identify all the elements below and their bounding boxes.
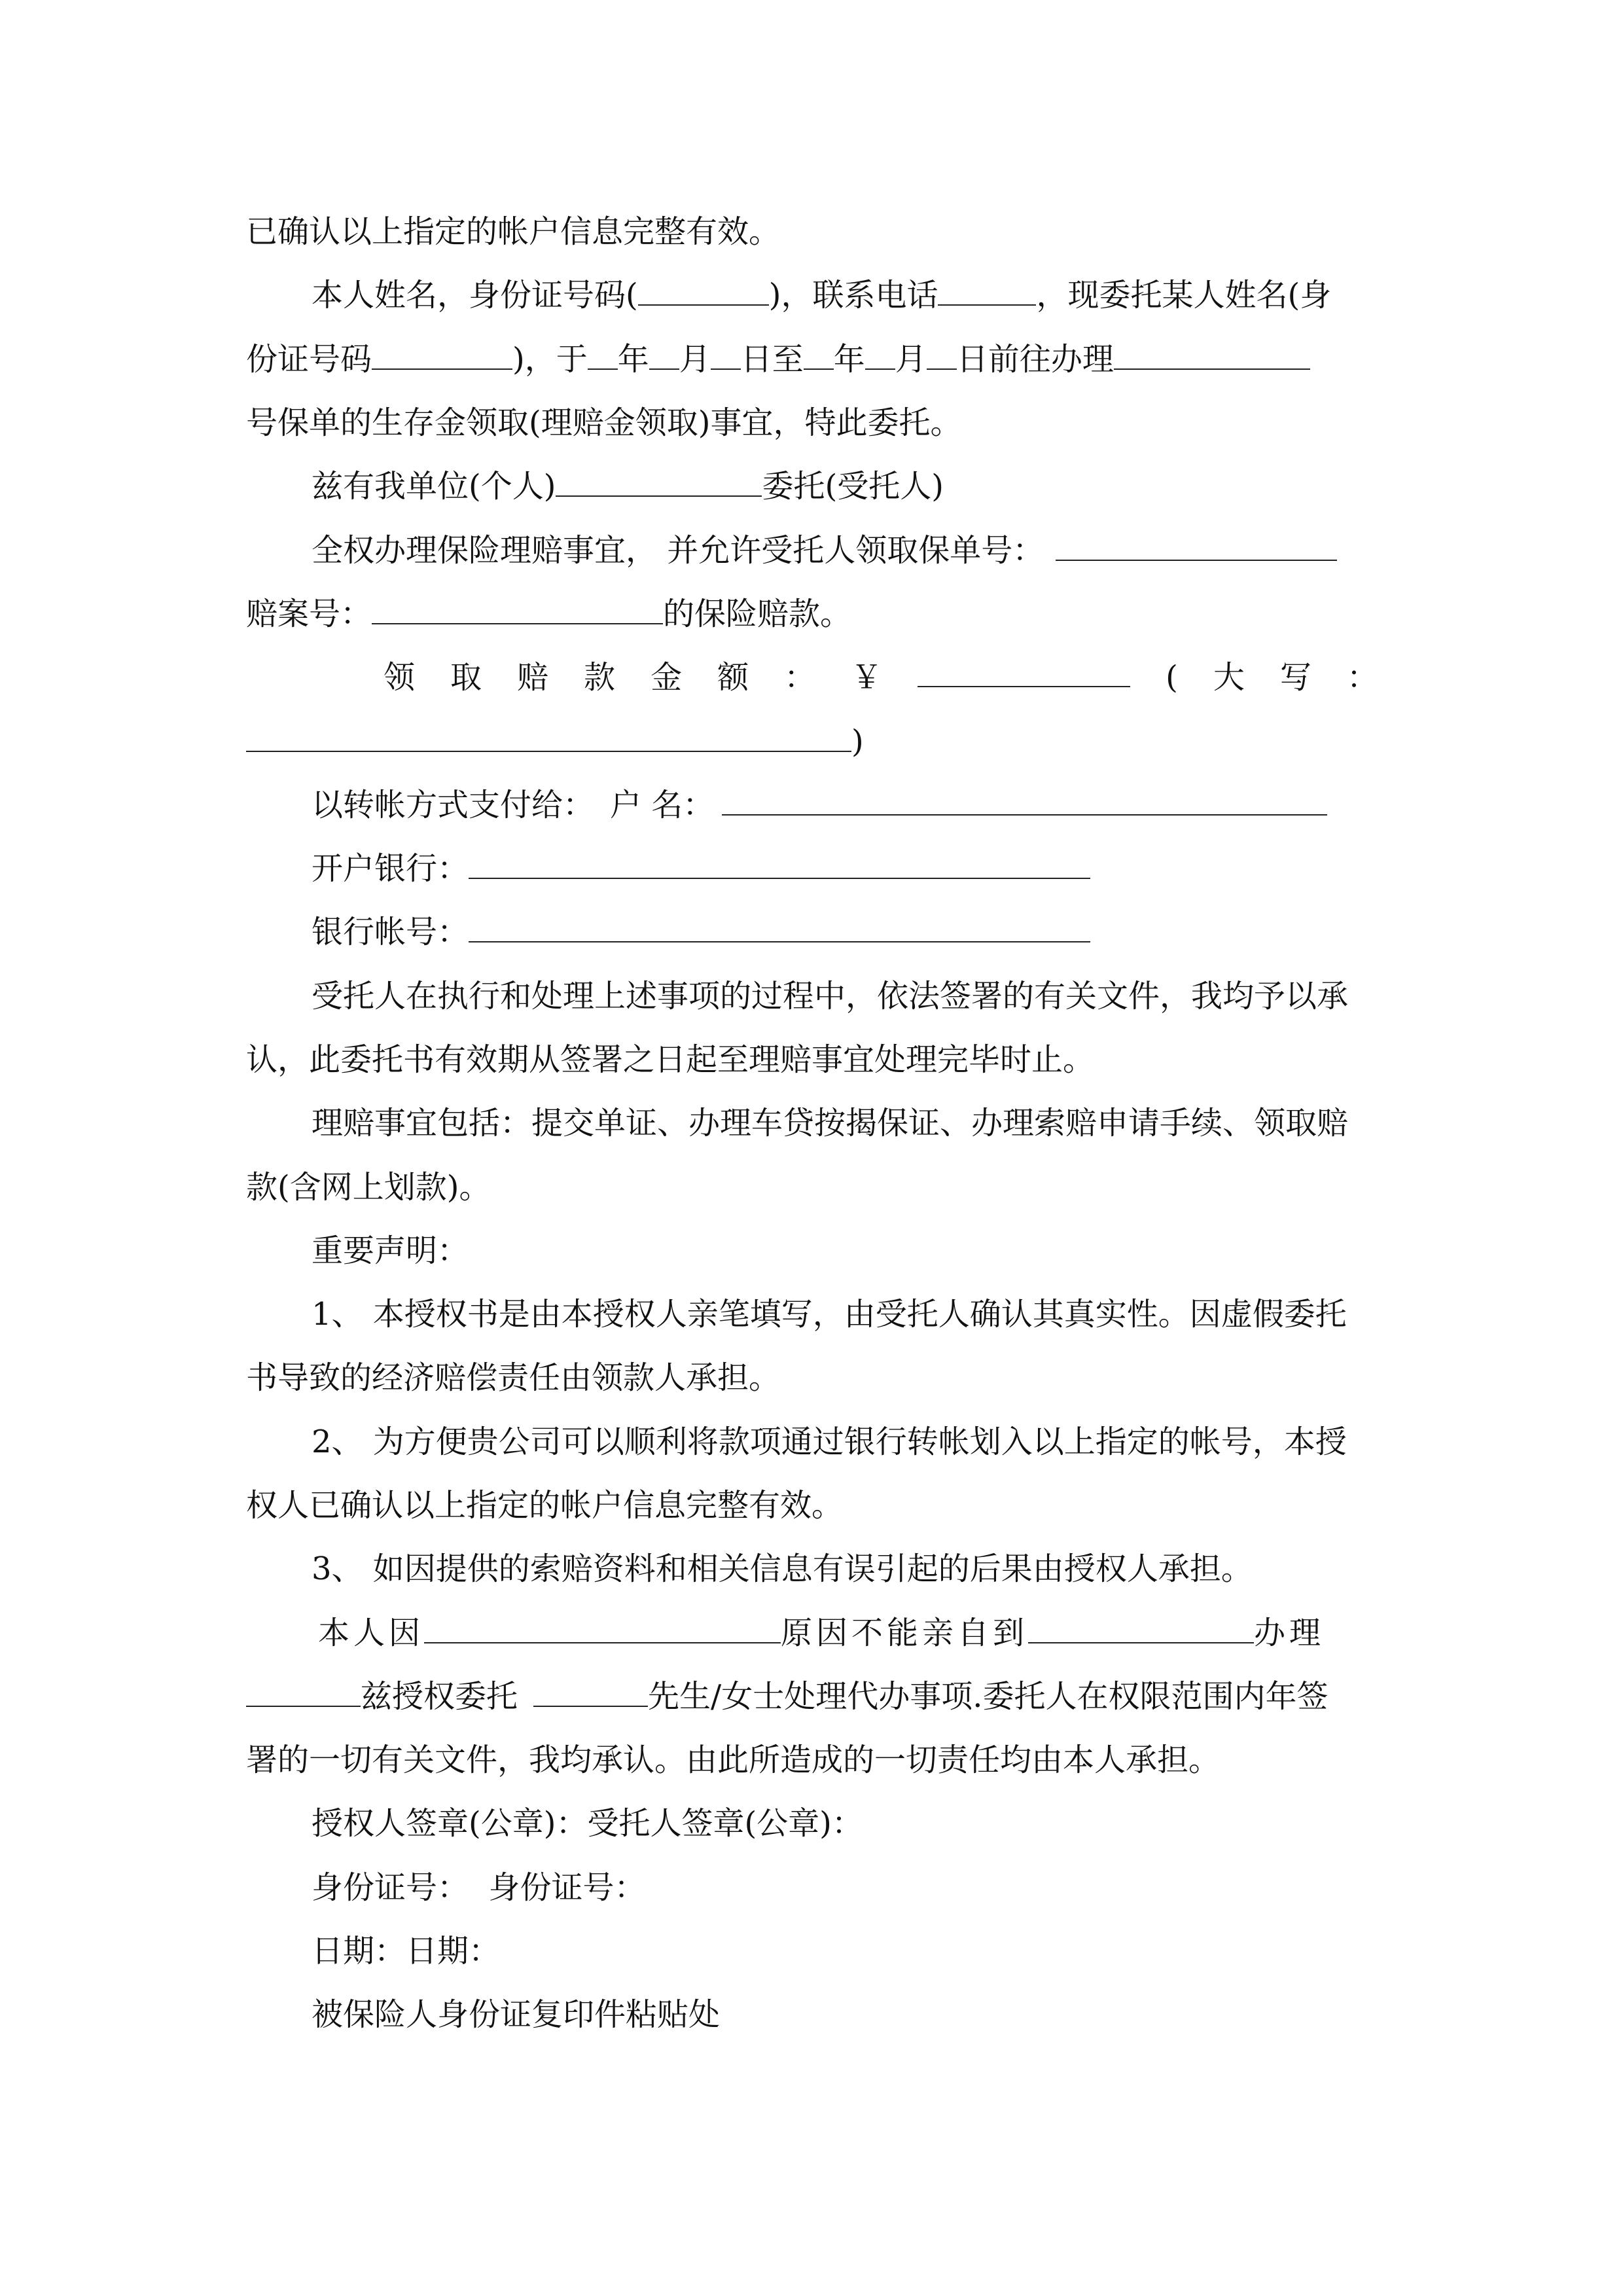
text: 金	[651, 659, 683, 696]
para-body-2	[246, 1028, 1378, 1092]
para-body-3	[312, 1091, 1378, 1155]
text: 权人已确认以上指定的帐户信息完整有效。	[246, 1487, 844, 1524]
text: 号保单的生存金领取(理赔金领取)事宜，特此委托。	[246, 404, 962, 441]
text: 的保险赔款。	[663, 596, 852, 632]
para-identity-3	[246, 391, 1378, 455]
text: 全权办理保险理赔事宜， 并允许受托人领取保单号：	[312, 532, 1044, 569]
statement-1a	[312, 1282, 1378, 1346]
text: 款	[584, 659, 616, 696]
case-number-blank[interactable]	[372, 583, 663, 624]
para-body-1	[312, 964, 1378, 1028]
text: 被保险人身份证复印件粘贴处	[312, 1996, 721, 2033]
text: 额	[717, 659, 749, 696]
para-body-4	[246, 1155, 1378, 1219]
para-authorize-1	[318, 1601, 1385, 1665]
phone-blank[interactable]	[938, 264, 1036, 306]
text: 取	[450, 659, 482, 696]
text: ￥	[851, 659, 883, 696]
id-number-line	[312, 1856, 1378, 1920]
date-line	[312, 1919, 1378, 1983]
text: ，现委托某人姓名(身	[1036, 277, 1332, 314]
text: 授权人签章(公章)：受托人签章(公章)：	[312, 1805, 863, 1842]
text: ：	[1346, 659, 1378, 696]
text: (	[1166, 659, 1178, 696]
signature-line	[312, 1791, 1378, 1856]
text: )，联系电话	[768, 277, 938, 314]
text: 理赔事宜包括：提交单证、办理车贷按揭保证、办理索赔申请手续、领取赔	[312, 1105, 1349, 1141]
text: 重要声明：	[312, 1232, 469, 1269]
text: 银行帐号：	[312, 914, 469, 950]
bank-blank[interactable]	[469, 837, 1090, 879]
text: 赔案号：	[246, 596, 372, 632]
text: 年	[833, 341, 865, 378]
para-entrust	[312, 454, 1378, 518]
text: 2、 为方便贵公司可以顺利将款项通过银行转帐划入以上指定的帐号，本授	[312, 1424, 1347, 1460]
text: 款(含网上划款)。	[246, 1169, 491, 1206]
para-identity-1	[312, 263, 1378, 327]
month-from-blank[interactable]	[649, 328, 679, 370]
para-authorize-2	[246, 1664, 1378, 1729]
statement-2a	[312, 1410, 1378, 1474]
para-confirm	[246, 200, 1378, 264]
text: 先生/女士处理代办事项.委托人在权限范围内年签	[648, 1678, 1329, 1715]
text: 原因不能亲自到	[781, 1615, 1029, 1651]
text: 月	[679, 341, 711, 378]
para-amount	[383, 645, 1378, 709]
text: 3、 如因提供的索赔资料和相关信息有误引起的后果由授权人承担。	[312, 1551, 1253, 1587]
text: 委托(受托人)	[762, 468, 944, 505]
matter-blank[interactable]	[246, 1665, 361, 1707]
text: 1、 本授权书是由本授权人亲笔填写，由受托人确认其真实性。因虚假委托	[312, 1296, 1347, 1333]
text: 开户银行：	[312, 850, 469, 887]
account-name-blank[interactable]	[722, 774, 1327, 816]
day-from-blank[interactable]	[711, 328, 741, 370]
text: ：	[784, 659, 816, 696]
text: 认，此委托书有效期从签署之日起至理赔事宜处理完毕时止。	[246, 1041, 1095, 1078]
text: 兹有我单位(个人)	[312, 468, 556, 505]
month-to-blank[interactable]	[865, 328, 895, 370]
day-to-blank[interactable]	[927, 328, 957, 370]
text: 已确认以上指定的帐户信息完整有效。	[246, 213, 781, 250]
text: 份证号码	[246, 341, 372, 378]
text: 赔	[517, 659, 549, 696]
text: 大	[1213, 659, 1245, 696]
text: 日前往办理	[956, 341, 1114, 378]
para-amount-words	[246, 709, 1378, 774]
agent-id-blank[interactable]	[372, 328, 512, 370]
unit-blank[interactable]	[556, 455, 762, 497]
heading-statement	[312, 1219, 1378, 1283]
text: )，于	[512, 341, 588, 378]
text: 以转帐方式支付给：	[312, 787, 595, 823]
text: 署的一切有关文件，我均承认。由此所造成的一切责任均由本人承担。	[246, 1742, 1221, 1778]
text: 日期：日期：	[312, 1933, 501, 1969]
place-blank[interactable]	[1028, 1602, 1254, 1643]
statement-1b	[246, 1346, 1378, 1410]
para-identity-2	[246, 327, 1378, 391]
agent-name-blank[interactable]	[533, 1665, 648, 1707]
text: 年	[617, 341, 649, 378]
text: 书导致的经济赔偿责任由领款人承担。	[246, 1359, 781, 1396]
text: 本人姓名，身份证号码(	[312, 277, 638, 314]
text: 日至	[740, 341, 804, 378]
para-authorize-3	[246, 1728, 1378, 1792]
text: 受托人在执行和处理上述事项的过程中，依法签署的有关文件，我均予以承	[312, 978, 1349, 1014]
id-copy-paste-area	[312, 1982, 1378, 2047]
text: 身份证号： 身份证号：	[312, 1869, 646, 1906]
text: 兹授权委托	[361, 1678, 518, 1715]
para-payee	[312, 773, 1378, 837]
para-bank	[312, 836, 1378, 901]
account-number-blank[interactable]	[469, 901, 1090, 942]
para-case	[246, 582, 1378, 646]
policy-number-blank[interactable]	[1056, 519, 1337, 561]
policy-no-blank[interactable]	[1114, 328, 1310, 370]
reason-blank[interactable]	[424, 1602, 781, 1643]
text: 月	[895, 341, 927, 378]
text: 办理	[1254, 1615, 1325, 1651]
statement-2b	[246, 1473, 1378, 1537]
text: 领	[383, 659, 416, 696]
statement-3	[312, 1537, 1378, 1601]
amount-blank[interactable]	[918, 645, 1130, 687]
text: 写	[1279, 659, 1311, 696]
text: 本人因	[318, 1615, 425, 1651]
amount-words-blank[interactable]	[246, 710, 851, 752]
para-account	[312, 900, 1378, 964]
text: 户 名：	[610, 787, 715, 823]
year-from-blank[interactable]	[588, 328, 618, 370]
year-to-blank[interactable]	[804, 328, 834, 370]
text: )	[851, 723, 864, 760]
para-policy	[312, 518, 1378, 583]
id-number-blank[interactable]	[638, 264, 769, 306]
